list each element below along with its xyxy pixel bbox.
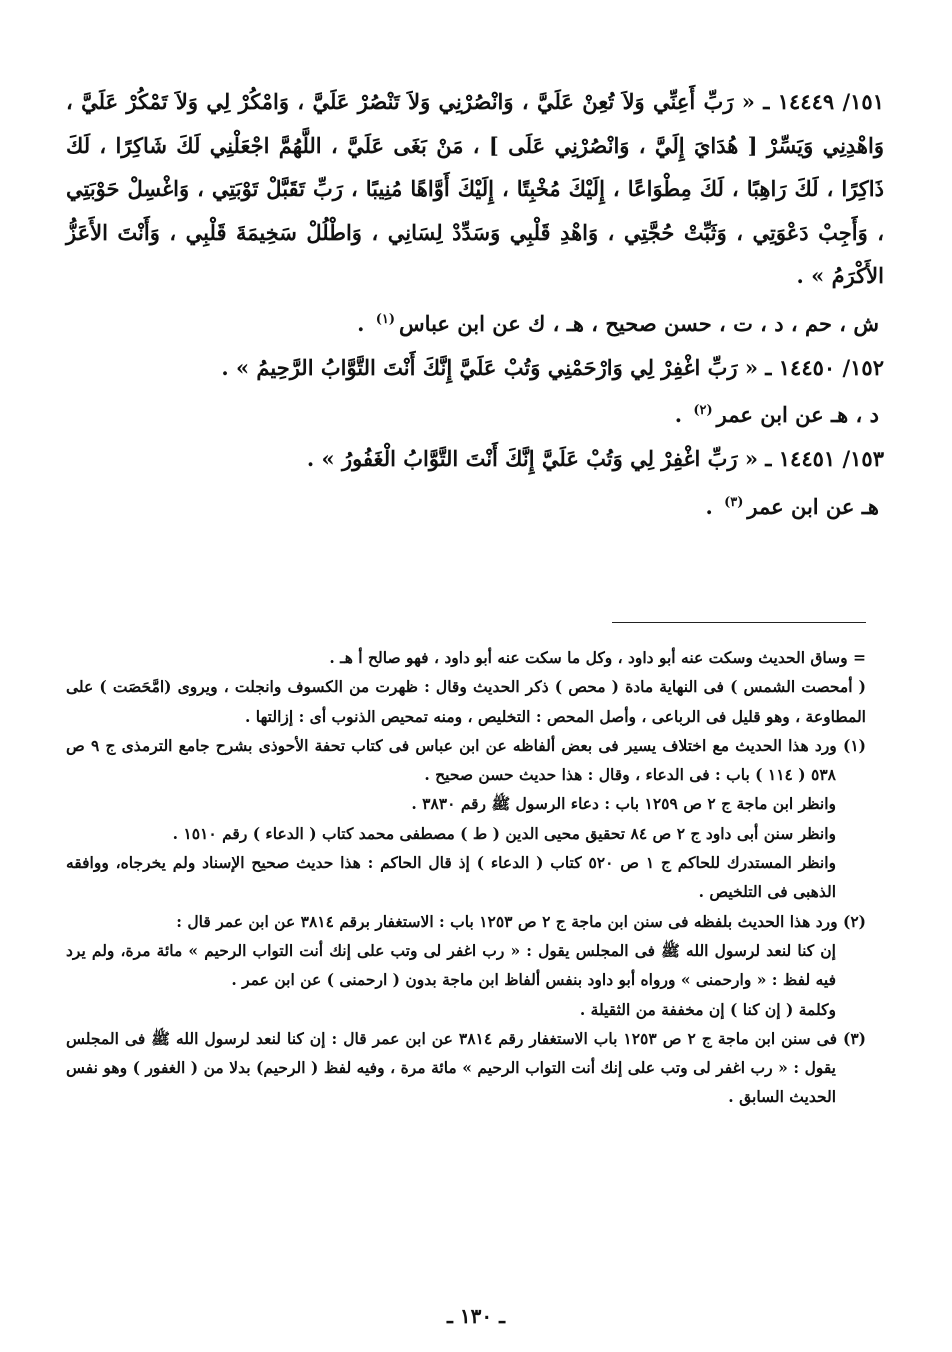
footnote-2-text: إن كنا لنعد لرسول الله ﷺ فى المجلس يقول : « رب اغفر لى وتب على إنك أنت التواب الرحيم » مائة مرة، ولم يرد فيه لفظ : « وارحمنى » ورواه أبو داود بنفس ألفاظ ابن ماجة بدون ( ارحمنى ) عن ابن عمر . — [66, 940, 836, 990]
footnote-1: (١) ورد هذا الحديث مع اختلاف يسير فى بعض ألفاظه عن ابن عباس فى كتاب تحفة الأحوذى بشرح جامع الترمذى ج ٩ ص ٥٣٨ ( ١١٤ ) باب : فى الدعاء ، وقال : هذا حديث حسن صحيح . — [66, 735, 866, 785]
hadith-152-text: ١٥٢/ ١٤٤٥٠ ـ « رَبِّ اغْفِرْ لِي وَارْحَمْنِي وَتُبْ عَلَيَّ إِنَّكَ أَنْتَ التَّوَّابُ الرَّحِيمُ » . — [221, 354, 884, 380]
footnote-continuation-1: = وساق الحديث وسكت عنه أبو داود ، وكل ما سكت عنه أبو داود ، فهو صالح أ هـ . — [329, 648, 866, 667]
footnote-ref-1: (١) — [375, 311, 396, 327]
footnote-continuation-2: ( أمحصت الشمس ) فى النهاية مادة ( محص ) ذكر الحديث وقال : ظهرت من الكسوف وانجلت ، ويروى (امَّحَصَت ) على المطاوعة ، وهو قليل فى الرباعى ، وأصل المحص : التخليص ، ومنه تمحيص الذنوب أى : إزالتها . — [66, 677, 866, 726]
footnote-ref-3: (٣) — [724, 494, 744, 510]
footnote-1-ibn-majah: وانظر ابن ماجة ج ٢ ص ١٢٥٩ باب : دعاء الرسول ﷺ رقم ٣٨٣٠ . — [411, 794, 836, 814]
hadith-151-source-text: ش ، حم ، د ، ت ، حسن صحيح ، هـ ، ك عن ابن عباس — [399, 310, 879, 336]
hadith-152-source: د ، هـ عن ابن عمر$^{(٢)}$ . — [674, 402, 879, 427]
footnote-1-abu-dawud: وانظر سنن أبى داود ج ٢ ص ٨٤ تحقيق محيى الدين ( ط ) مصطفى محمد كتاب ( الدعاء ) رقم ١٥١٠ . — [172, 823, 836, 843]
footnote-ref-2: (٢) — [693, 403, 713, 418]
footnote-1-mustadrak: وانظر المستدرك للحاكم ج ١ ص ٥٢٠ كتاب ( الدعاء ) إذ قال الحاكم : هذا حديث صحيح الإسناد ولم يخرجاه، ووافقه الذهبى فى التلخيص . — [66, 853, 836, 902]
footnote-2: (٢) ورد هذا الحديث بلفظه فى سنن ابن ماجة ج ٢ ص ١٢٥٣ باب : الاستغفار برقم ٣٨١٤ عن ابن عمر قال : — [176, 911, 866, 931]
footnote-2-note: وكلمة ( إن كنا ) إن مخففة من الثقيلة . — [579, 999, 836, 1019]
hadith-153-source-text: هـ عن ابن عمر — [747, 493, 879, 519]
hadith-section — [66, 80, 884, 529]
hadith-151-text: ١٥١/ ١٤٤٤٩ ـ « رَبِّ أَعِنِّي وَلاَ تُعِنْ عَلَيَّ ، وَانْصُرْنِي وَلاَ تَنْصُرْ عَلَيَّ ، وَامْكُرْ لِي وَلاَ تَمْكُرْ عَلَيَّ ، وَاهْدِنِي وَيَسِّرْ [ هُدَايَ إِلَيَّ ، وَانْصُرْنِي عَلَى ] ، مَنْ بَغَى عَلَيَّ ، اللَّهُمَّ اجْعَلْنِي لَكَ شَاكِرًا ، لَكَ ذَاكِرًا ، لَكَ رَاهِبًا ، لَكَ مِطْوَاعًا ، إِلَيْكَ مُخْبِتًا ، إِلَيْكَ أَوَّاهًا مُنِيبًا ، رَبِّ تَقَبَّلْ تَوْبَتِي ، وَاغْسِلْ حَوْبَتِي ، وَأَجِبْ دَعْوَتِي ، وَثَبِّتْ حُجَّتِي ، وَاهْدِ قَلْبِي وَسَدِّدْ لِسَانِي ، وَاطْلُلْ سَخِيمَةَ قَلْبِي ، وَأَنْتَ الأَعَزُّ الأَكْرَمُ » . — [66, 89, 884, 288]
hadith-153-text: ١٥٣/ ١٤٤٥١ ـ « رَبِّ اغْفِرْ لِي وَتُبْ عَلَيَّ إِنَّكَ أَنْتَ التَّوَّابُ الْغَفُورُ » . — [306, 446, 884, 471]
footnotes — [66, 643, 866, 1112]
hadith-152-source-text: د ، هـ عن ابن عمر — [716, 402, 879, 427]
page-number: ـ ١٣٠ ـ — [447, 1304, 505, 1328]
footnote-3: (٣) فى سنن ابن ماجة ج ٢ ص ١٢٥٣ باب الاستغفار رقم ٣٨١٤ عن ابن عمر قال : إن كنا لنعد لرسول الله ﷺ فى المجلس يقول : « رب اغفر لى وتب على إنك أنت التواب الرحيم » مائة مرة ، وفيه لفظ ( الرحيم) بدلا من ( الغفور ) وهو نفس الحديث السابق . — [66, 1028, 866, 1107]
footnote-separator — [612, 622, 866, 623]
hadith-151-source: ش ، حم ، د ، ت ، حسن صحيح ، هـ ، ك عن ابن عباس$^{(١)}$ . — [357, 310, 879, 336]
hadith-153-source: هـ عن ابن عمر$^{(٣)}$ . — [705, 493, 879, 519]
